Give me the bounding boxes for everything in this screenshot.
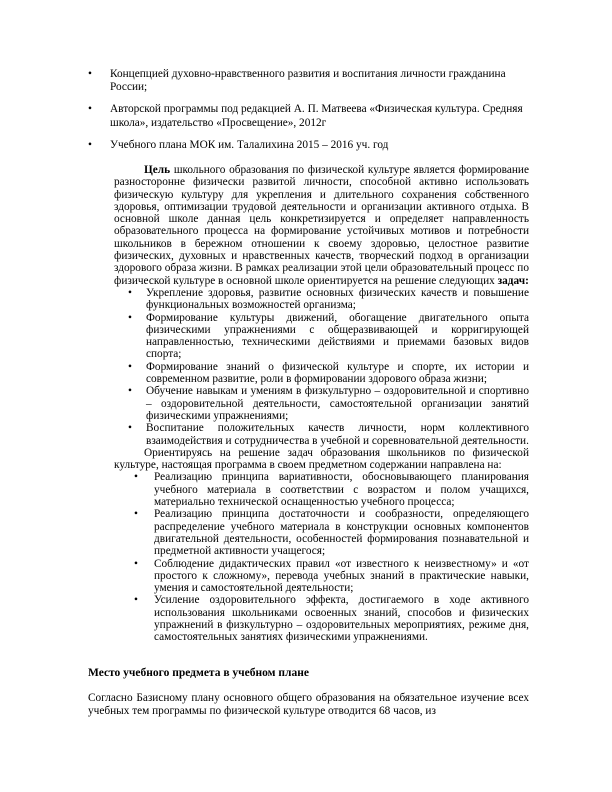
section-title: Место учебного предмета в учебном плане	[88, 667, 309, 679]
goals-block	[114, 164, 529, 644]
goal-lead: Цель	[144, 164, 171, 176]
curriculum-paragraph: Согласно Базисному плану основного общего образования на обязательное изучение всех учебных тем программы по физической культуре отводится 68 часов, из	[88, 692, 529, 717]
list-item	[114, 508, 529, 557]
list-item	[88, 139, 528, 152]
bullet-icon: •	[134, 594, 138, 607]
bullet-icon: •	[128, 360, 132, 373]
list-item-text: Авторской программы под редакцией А. П. Матвеева «Физическая культура. Средняя школа», издательство «Просвещение», 2012г	[110, 103, 523, 129]
legal-basis-list	[88, 68, 528, 161]
bullet-icon: •	[128, 286, 132, 299]
list-item-text: Учебного плана МОК им. Талалихина 2015 – 2016 уч. год	[110, 138, 389, 151]
tasks-list	[114, 287, 529, 447]
list-item-text: Реализацию принципа достаточности и сообразности, определяющего распределение учебного материала в конструкции основных компонентов двигательной деятельности, особенностей формирования познавательной и предметной активности учащегося;	[154, 508, 529, 558]
bullet-icon: •	[88, 103, 92, 116]
list-item	[114, 422, 529, 447]
goal-text: школьного образования по физической культуре является формирование разносторонне физически развитой личности, способной активно использовать физическую культуру для укрепления и длительного сохранения собственного здоровья, оптимизации трудовой деятельности и организации активного отдыха. В основной школе данная цель конкретизируется и определяет направленность образовательного процесса на формирование устойчивых мотивов и потребности школьников в бережном отношении к своему здоровью, целостное развитие физических, духовных и нравственных качеств, творческий подход в организации здорового образа жизни. В рамках реализации этой цели образовательный процесс по физической культуре в основной школе ориентируется на решение следующих	[114, 164, 529, 287]
list-item	[114, 361, 529, 386]
bullet-icon: •	[128, 311, 132, 324]
list-item-text: Формирование знаний о физической культуре и спорте, их истории и современном развитие, роли в формировании здорового образа жизни;	[146, 360, 529, 386]
list-item	[88, 103, 528, 129]
list-item-text: Усиление оздоровительного эффекта, достигаемого в ходе активного использования школьниками освоенных знаний, способов и физических упражнений в физкультурно – оздоровительных мероприятиях, режиме дня, самостоятельных занятиях физическими упражнениями.	[154, 594, 529, 644]
bullet-icon: •	[128, 422, 132, 435]
goal-tasks-label: задач:	[497, 274, 529, 287]
list-item	[114, 471, 529, 508]
list-item	[114, 594, 529, 643]
list-item-text: Укрепление здоровья, развитие основных физических качеств и повышение функциональных возможностей организма;	[146, 286, 529, 312]
list-item-text: Воспитание положительных качеств личности, норм коллективного взаимодействия и сотрудничества в учебной и соревновательной деятельности.	[146, 422, 529, 447]
list-item-text: Соблюдение дидактических правил «от известного к неизвестному» и «от простого к сложному», перевода учебных знаний в практические навыки, умения и самостоятельной деятельности;	[154, 557, 529, 595]
list-item	[114, 287, 529, 312]
bullet-icon: •	[128, 385, 132, 398]
principles-list	[114, 471, 529, 643]
bullet-icon: •	[134, 471, 138, 484]
orientation-paragraph: Ориентируясь на решение задач образования школьников по физической культуре, настоящая программа в своем предметном содержании направлена на:	[114, 446, 529, 472]
bullet-icon: •	[134, 557, 138, 570]
list-item	[114, 312, 529, 361]
list-item-text: Обучение навыкам и умениям в физкультурно – оздоровительной и спортивно – оздоровительной деятельности, самостоятельной организации занятий физическими упражнениями;	[146, 385, 529, 422]
bullet-icon: •	[88, 138, 92, 151]
list-item-text: Реализацию принципа вариативности, обосновывающего планирования учебного материала в соответствии с возрастом и полом учащихся, материально технической оснащенностью учебного процесса;	[154, 471, 529, 509]
list-item-text: Формирование культуры движений, обогащение двигательного опыта физическими упражнениями с общеразвивающей и корригирующей направленностью, техническими действиями и приемами базовых видов спорта;	[146, 311, 529, 361]
list-item	[114, 385, 529, 422]
goal-paragraph	[114, 164, 529, 287]
list-item	[88, 68, 528, 94]
list-item	[114, 558, 529, 595]
bullet-icon: •	[134, 508, 138, 521]
bullet-icon: •	[88, 68, 92, 80]
list-item-text: Концепцией духовно-нравственного развития и воспитания личности гражданина России;	[110, 68, 506, 94]
